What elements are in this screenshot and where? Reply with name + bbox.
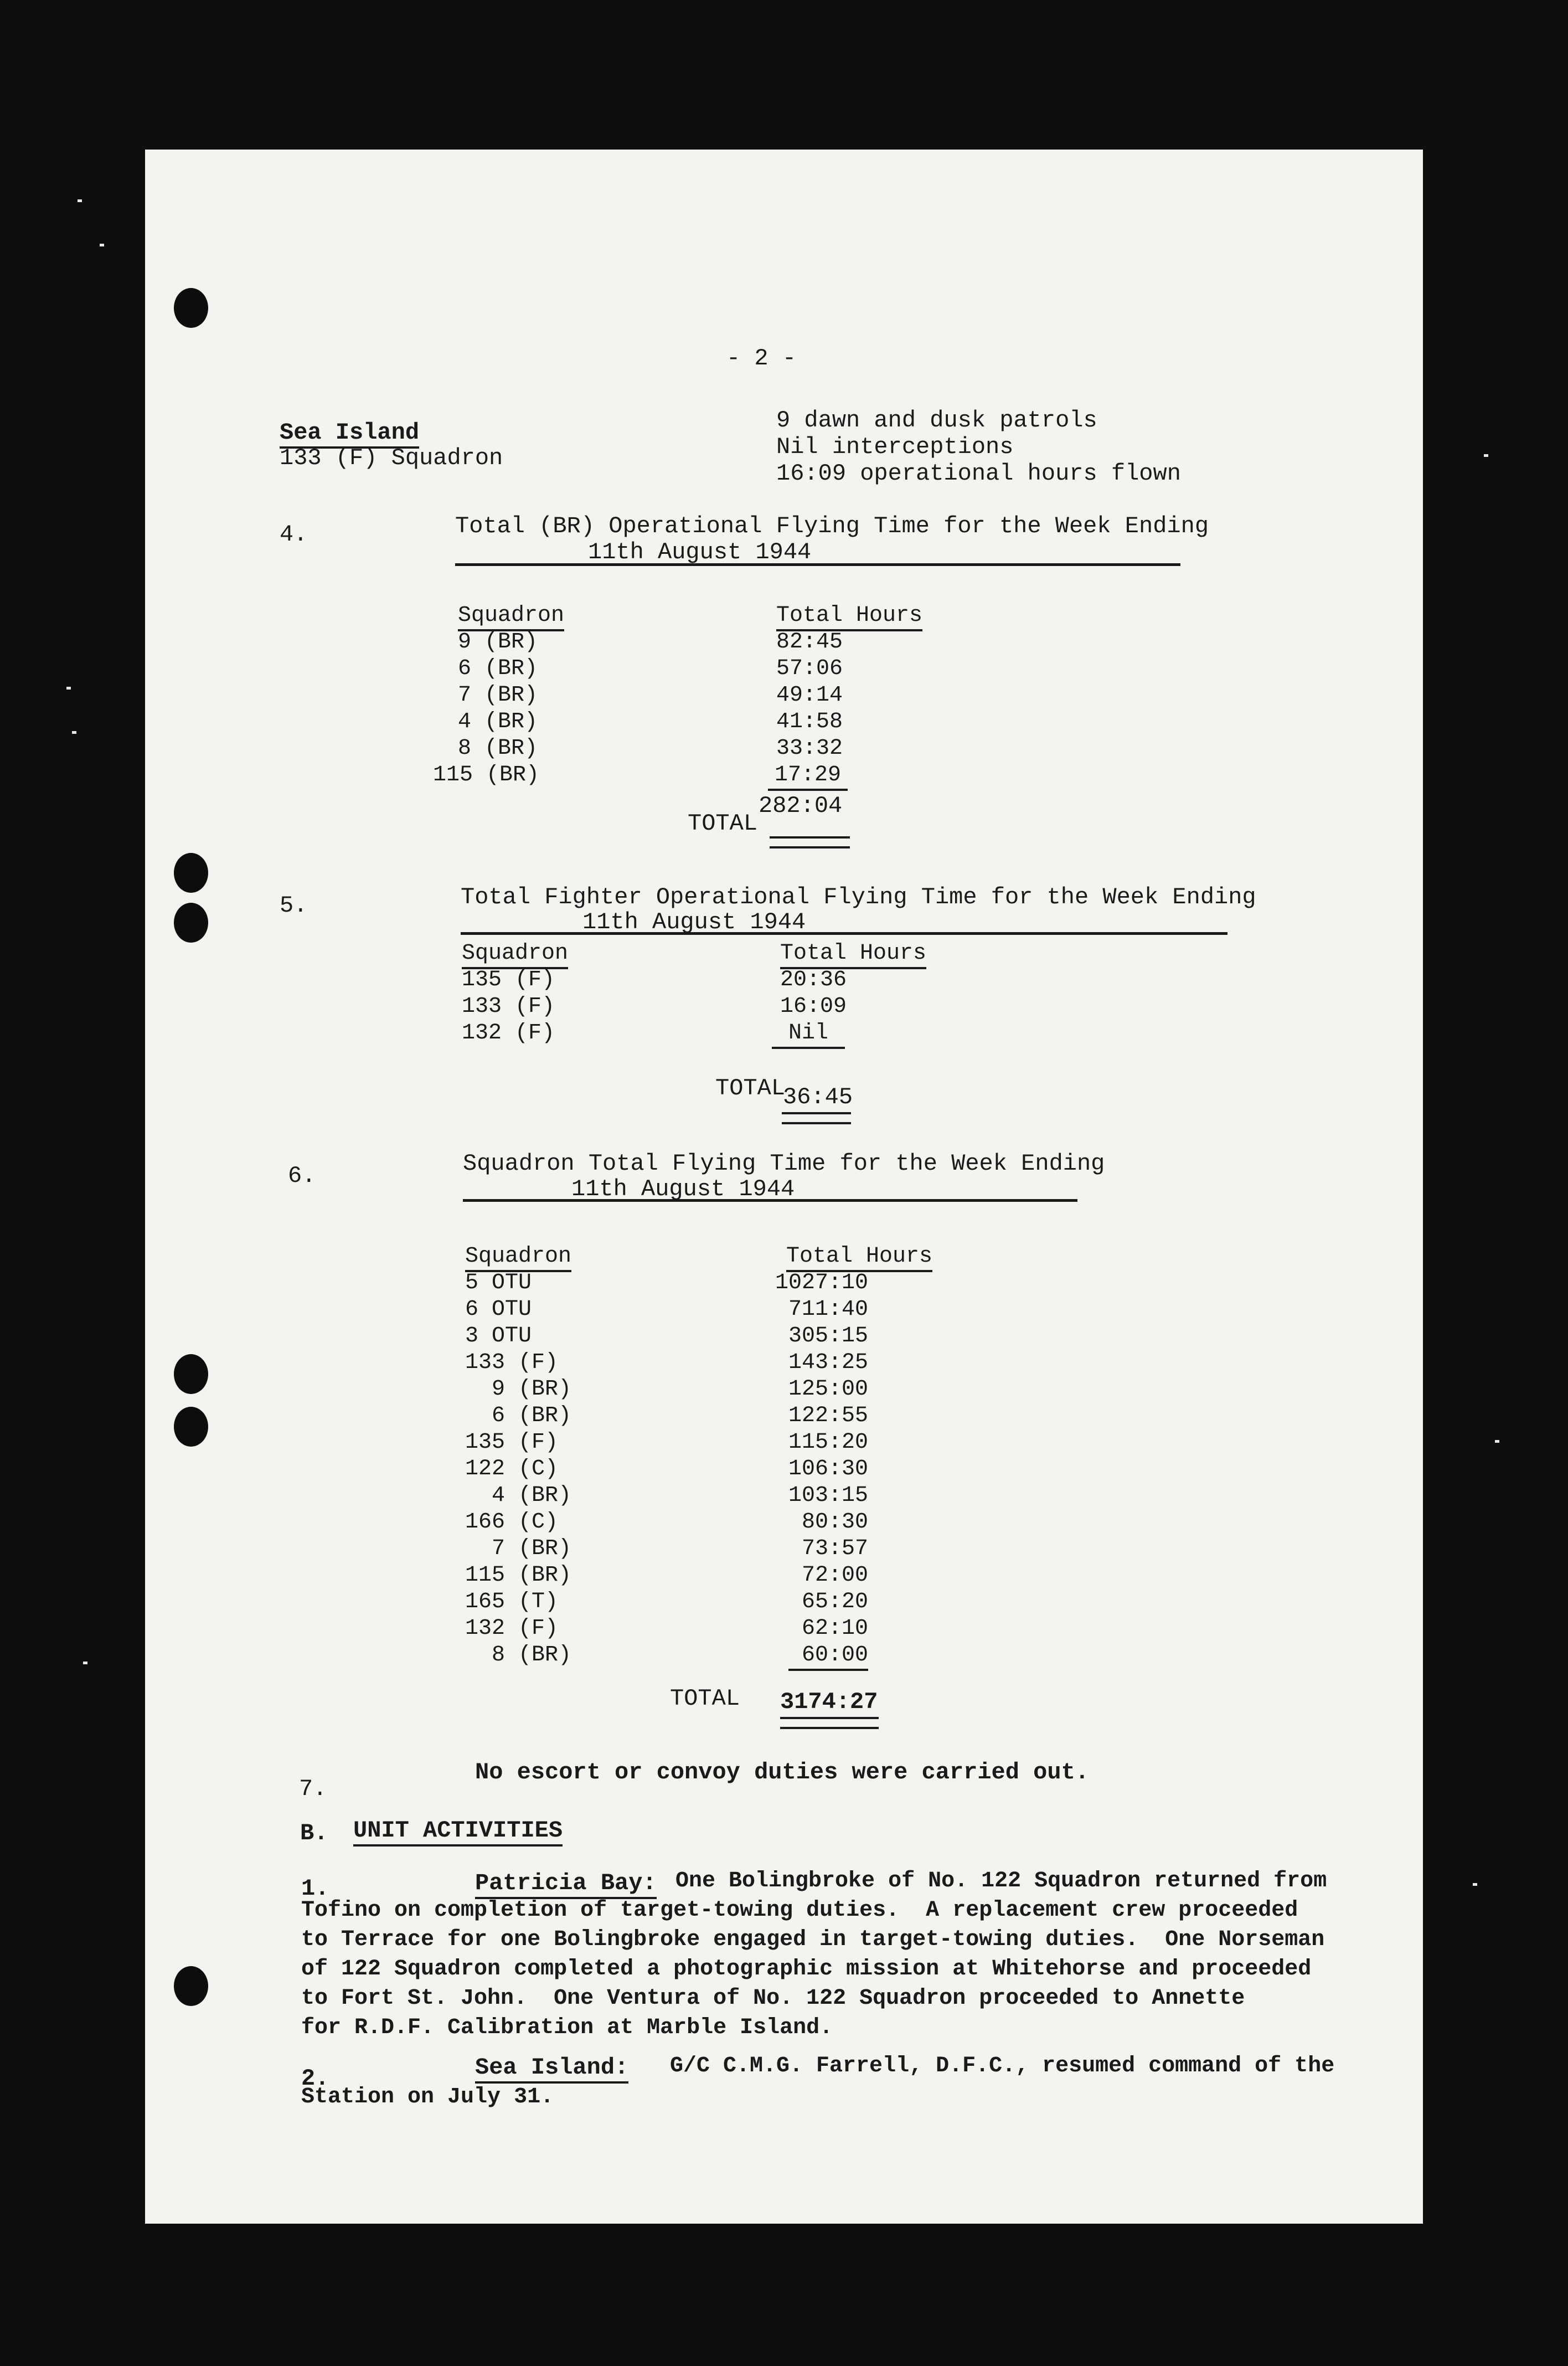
section5-title: Total Fighter Operational Flying Time for the Week Ending	[461, 884, 1256, 911]
film-speck	[1495, 1440, 1499, 1443]
paragraph-line: G/C C.M.G. Farrell, D.F.C., resumed command of the	[670, 2054, 1335, 2079]
paragraph-line: for R.D.F. Calibration at Marble Island.	[301, 2015, 833, 2040]
title-underline	[463, 1199, 1077, 1202]
total-label: TOTAL	[688, 810, 758, 837]
squadron-cell: 135 (F)	[465, 1430, 559, 1455]
film-speck	[100, 244, 104, 246]
column-header-hours: Total Hours	[786, 1243, 932, 1272]
squadron-cell: 165 (T)	[465, 1590, 559, 1614]
film-speck	[1473, 1883, 1477, 1886]
hours-cell: 41:58	[776, 709, 843, 734]
column-header-hours: Total Hours	[776, 603, 922, 631]
header-line: Nil interceptions	[776, 434, 1014, 460]
hours-cell: 125:00	[788, 1377, 869, 1402]
squadron-cell: 135 (F)	[462, 968, 555, 992]
squadron-cell: 7 (BR)	[492, 1536, 572, 1561]
document-page	[145, 150, 1423, 2224]
hours-cell: 143:25	[788, 1350, 869, 1375]
squadron-cell: 9 (BR)	[458, 630, 538, 655]
squadron-cell: 6 OTU	[465, 1297, 532, 1322]
title-underline	[455, 563, 1180, 566]
hours-cell: 16:09	[780, 994, 847, 1019]
item-number: 2.	[301, 2065, 329, 2092]
paragraph-line: One Bolingbroke of No. 122 Squadron returned from	[675, 1869, 1327, 1894]
squadron-cell: 4 (BR)	[458, 709, 538, 734]
total-value: 3174:27	[780, 1689, 878, 1715]
paragraph-line: to Terrace for one Bolingbroke engaged in target-towing duties. One Norseman	[301, 1927, 1325, 1952]
hours-cell: Nil	[772, 1020, 845, 1049]
section-number: 6.	[288, 1163, 316, 1189]
header-unit: 133 (F) Squadron	[280, 445, 503, 471]
squadron-cell: 132 (F)	[465, 1616, 559, 1641]
total-double-underline	[780, 1717, 879, 1729]
hours-cell: 49:14	[776, 683, 843, 708]
section-number: 4.	[280, 521, 308, 548]
place-name: Sea Island:	[475, 2054, 628, 2084]
hours-cell: 305:15	[788, 1324, 869, 1349]
hours-cell: 80:30	[802, 1510, 869, 1535]
total-label: TOTAL	[715, 1075, 786, 1102]
header-line: 9 dawn and dusk patrols	[776, 407, 1097, 434]
hours-cell: 72:00	[802, 1563, 869, 1588]
page-number: - 2 -	[726, 345, 797, 372]
squadron-cell: 133 (F)	[465, 1350, 559, 1375]
film-speck	[66, 687, 71, 690]
squadron-cell: 3 OTU	[465, 1324, 532, 1349]
paragraph-line: Station on July 31.	[301, 2085, 554, 2110]
title-underline	[461, 932, 1227, 935]
column-header-squadron: Squadron	[462, 940, 568, 969]
column-header-squadron: Squadron	[458, 603, 564, 631]
section-number: 5.	[280, 892, 308, 919]
section6-date: 11th August 1944	[571, 1176, 795, 1202]
place-name: Patricia Bay:	[475, 1869, 657, 1899]
film-speck	[72, 731, 76, 734]
hours-cell: 62:10	[802, 1616, 869, 1641]
squadron-cell: 115 (BR)	[465, 1563, 572, 1588]
punch-hole	[174, 1407, 208, 1447]
squadron-cell: 6 (BR)	[492, 1403, 572, 1428]
hours-cell: 115:20	[788, 1430, 869, 1455]
punch-hole	[174, 853, 208, 893]
squadron-cell: 115 (BR)	[433, 763, 540, 788]
hours-cell: 122:55	[788, 1403, 869, 1428]
header-line: 16:09 operational hours flown	[776, 460, 1181, 487]
total-value: 36:45	[783, 1084, 853, 1110]
total-double-underline	[782, 1112, 851, 1124]
hours-cell: 82:45	[776, 630, 843, 655]
hours-cell: 57:06	[776, 656, 843, 681]
hours-cell: 106:30	[788, 1457, 869, 1482]
punch-hole	[174, 1354, 208, 1394]
film-speck	[83, 1662, 87, 1664]
section7-text: No escort or convoy duties were carried out.	[475, 1759, 1089, 1786]
punch-hole	[174, 288, 208, 328]
item-number: 1.	[301, 1875, 329, 1902]
squadron-cell: 8 (BR)	[492, 1643, 572, 1668]
hours-cell: 60:00	[788, 1642, 868, 1671]
hours-cell: 20:36	[780, 968, 847, 992]
hours-cell: 17:29	[768, 762, 848, 791]
hours-cell: 33:32	[776, 736, 843, 761]
total-label: TOTAL	[670, 1685, 740, 1712]
column-header-squadron: Squadron	[465, 1243, 571, 1272]
section-title: UNIT ACTIVITIES	[353, 1817, 563, 1846]
section4-date: 11th August 1944	[588, 539, 812, 565]
section5-date: 11th August 1944	[582, 909, 806, 935]
section-letter: B.	[300, 1820, 328, 1846]
squadron-cell: 8 (BR)	[458, 736, 538, 761]
squadron-cell: 7 (BR)	[458, 683, 538, 708]
paragraph-line: Tofino on completion of target-towing duties. A replacement crew proceeded	[301, 1898, 1298, 1923]
hours-cell: 65:20	[802, 1590, 869, 1614]
film-speck	[78, 199, 82, 202]
hours-cell: 1027:10	[775, 1271, 869, 1295]
squadron-cell: 5 OTU	[465, 1271, 532, 1295]
total-value: 282:04	[759, 793, 843, 819]
squadron-cell: 132 (F)	[462, 1021, 555, 1046]
section4-title: Total (BR) Operational Flying Time for the Week Ending	[455, 513, 1209, 539]
hours-cell: 711:40	[788, 1297, 869, 1322]
squadron-cell: 166 (C)	[465, 1510, 559, 1535]
paragraph-line: of 122 Squadron completed a photographic mission at Whitehorse and proceeded	[301, 1957, 1312, 1982]
header-station: Sea Island	[280, 419, 419, 449]
total-double-underline	[770, 836, 850, 848]
punch-hole	[174, 903, 208, 943]
hours-cell: 73:57	[802, 1536, 869, 1561]
paragraph-line: to Fort St. John. One Ventura of No. 122 Squadron proceeded to Annette	[301, 1986, 1245, 2011]
column-header-hours: Total Hours	[780, 940, 926, 969]
film-speck	[1484, 454, 1488, 457]
hours-cell: 103:15	[788, 1483, 869, 1508]
squadron-cell: 4 (BR)	[492, 1483, 572, 1508]
punch-hole	[174, 1966, 208, 2006]
squadron-cell: 122 (C)	[465, 1457, 559, 1482]
squadron-cell: 6 (BR)	[458, 656, 538, 681]
section6-title: Squadron Total Flying Time for the Week Ending	[463, 1150, 1105, 1177]
squadron-cell: 9 (BR)	[492, 1377, 572, 1402]
squadron-cell: 133 (F)	[462, 994, 555, 1019]
section-number: 7.	[299, 1776, 327, 1802]
